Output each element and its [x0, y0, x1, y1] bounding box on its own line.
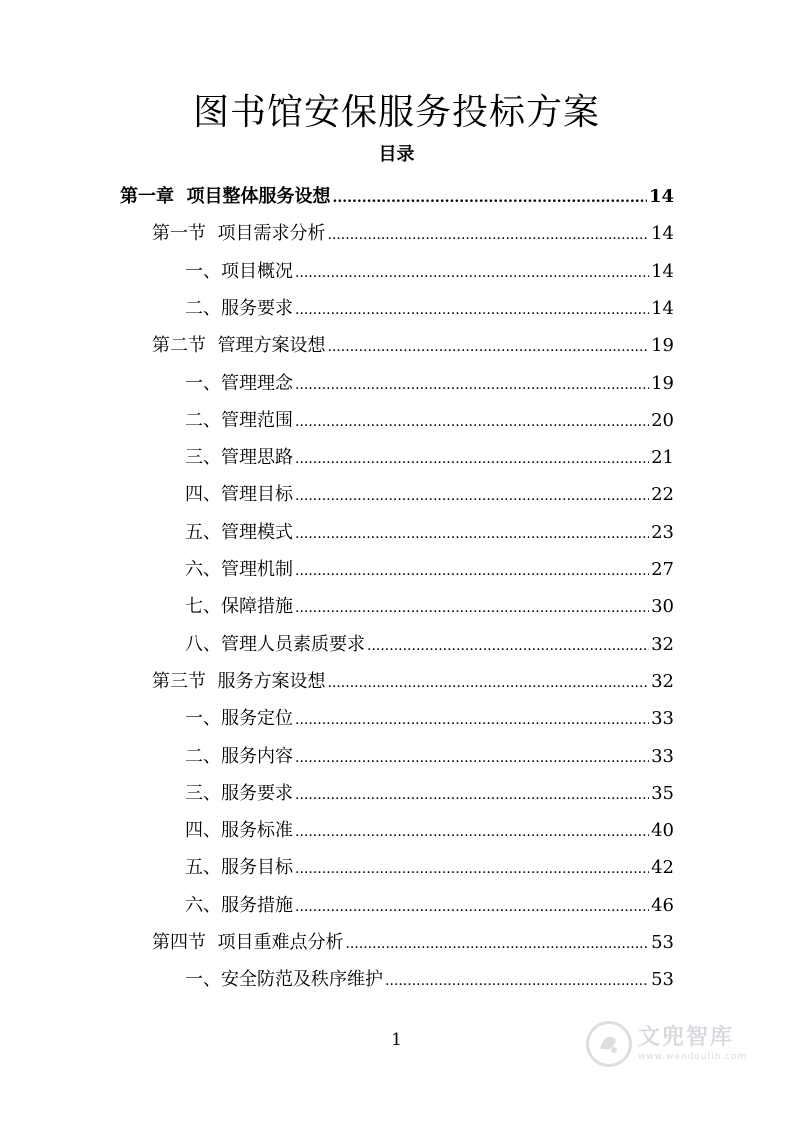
toc-entry[interactable]: [152, 926, 674, 960]
toc-entry-page: 53: [651, 932, 674, 953]
toc-entry-label: 一、服务定位: [185, 708, 293, 730]
toc-entry[interactable]: [185, 255, 674, 289]
toc-entry[interactable]: [185, 851, 674, 885]
toc-entry[interactable]: [120, 180, 674, 214]
toc-entry-page: 33: [651, 745, 674, 767]
watermark: [586, 1014, 766, 1074]
toc-entry-page: 30: [651, 596, 674, 618]
toc-entry-page: 35: [651, 782, 674, 804]
toc-entry[interactable]: [185, 553, 674, 587]
toc-entry-page: 40: [651, 820, 674, 842]
document-title: 图书馆安保服务投标方案: [192, 92, 600, 133]
toc-leader-dots: [295, 890, 649, 924]
toc-entry-page: 46: [651, 894, 674, 916]
toc-heading: 目录: [378, 144, 415, 165]
toc-entry-page: 32: [651, 633, 674, 655]
toc-entry-page: 14: [651, 297, 674, 319]
toc-entry-label: 三、服务要求: [185, 782, 293, 804]
toc-entry[interactable]: [185, 367, 674, 401]
toc-leader-dots: [345, 927, 649, 961]
toc-leader-dots: [295, 815, 649, 849]
toc-leader-dots: [295, 479, 649, 513]
toc-leader-dots: [295, 517, 649, 551]
toc-entry[interactable]: [185, 963, 674, 997]
toc-entry[interactable]: [185, 590, 674, 624]
toc-entry-label: 一、安全防范及秩序维护: [185, 969, 383, 991]
toc-entry-label: 三、管理思路: [185, 447, 293, 469]
toc-entry-page: 23: [651, 521, 674, 543]
toc-entry-label: 二、管理范围: [185, 409, 293, 431]
toc-entry[interactable]: [152, 217, 674, 251]
toc-entry-label: 五、管理模式: [185, 521, 293, 543]
toc-entry-label: 七、保障措施: [185, 596, 293, 618]
toc-leader-dots: [295, 368, 649, 402]
toc-entry-label: 第四节 项目重难点分析: [152, 932, 344, 953]
toc-entry-page: 21: [651, 447, 674, 469]
toc-leader-dots: [295, 591, 649, 625]
toc-leader-dots: [295, 293, 649, 327]
toc-leader-dots: [333, 181, 647, 215]
toc-entry-page: 22: [651, 484, 674, 506]
toc-entry[interactable]: [152, 665, 674, 699]
toc-entry[interactable]: [185, 777, 674, 811]
toc-entry-page: 20: [651, 409, 674, 431]
toc-entry-label: 六、服务措施: [185, 894, 293, 916]
toc-entry[interactable]: [185, 478, 674, 512]
toc-leader-dots: [385, 964, 649, 998]
toc-leader-dots: [327, 218, 649, 252]
toc-entry[interactable]: [152, 329, 674, 363]
toc-leader-dots: [367, 629, 649, 663]
toc-entry[interactable]: [185, 889, 674, 923]
toc-entry-label: 一、项目概况: [185, 260, 293, 282]
toc-leader-dots: [295, 852, 649, 886]
toc-leader-dots: [295, 703, 649, 737]
toc-entry[interactable]: [185, 404, 674, 438]
toc-entry-page: 42: [651, 857, 674, 879]
watermark-name: 文兜智库: [638, 1025, 735, 1050]
toc-entry-label: 第三节 服务方案设想: [152, 670, 326, 692]
toc-entry-page: 32: [651, 670, 674, 692]
toc-entry-page: 33: [651, 708, 674, 730]
watermark-url: www.wendoulib.com: [638, 1052, 748, 1062]
toc-entry-label: 五、服务目标: [185, 857, 293, 879]
toc-leader-dots: [295, 405, 649, 439]
toc-entry-label: 四、服务标准: [185, 820, 293, 842]
toc-entry-page: 27: [651, 559, 674, 580]
toc-entry-page: 19: [651, 335, 674, 357]
toc-entry-label: 二、服务要求: [185, 297, 293, 319]
toc-leader-dots: [295, 778, 649, 812]
toc-leader-dots: [327, 330, 649, 364]
toc-entry[interactable]: [185, 702, 674, 736]
toc-entry-label: 第二节 管理方案设想: [152, 335, 326, 357]
toc-entry[interactable]: [185, 441, 674, 475]
toc-leader-dots: [295, 256, 649, 290]
wendou-logo-icon: [586, 1021, 632, 1067]
toc-entry-page: 53: [651, 969, 674, 991]
toc-entry-page: 14: [648, 186, 674, 207]
toc-entry-label: 第一章 项目整体服务设想: [120, 186, 331, 207]
page-number: 1: [391, 1030, 402, 1050]
toc-entry-label: 一、管理理念: [185, 372, 293, 394]
toc-entry-page: 19: [651, 372, 674, 394]
toc-entry-label: 第一节 项目需求分析: [152, 223, 326, 245]
toc-leader-dots: [327, 666, 649, 700]
toc-leader-dots: [295, 554, 649, 588]
toc-entry[interactable]: [185, 516, 674, 550]
toc-entry-label: 四、管理目标: [185, 484, 293, 506]
watermark-text: [638, 1025, 747, 1063]
toc-entry-label: 二、服务内容: [185, 745, 293, 767]
toc-entry[interactable]: [185, 628, 674, 662]
toc-leader-dots: [295, 741, 649, 775]
toc-entry[interactable]: [185, 292, 674, 326]
toc-entry-page: 14: [651, 223, 674, 245]
toc-entry[interactable]: [185, 740, 674, 774]
toc-entry-label: 八、管理人员素质要求: [185, 633, 365, 655]
toc-entry-label: 六、管理机制: [185, 559, 293, 580]
toc-entry[interactable]: [185, 814, 674, 848]
toc-leader-dots: [295, 442, 649, 476]
toc-entry-page: 14: [651, 260, 674, 282]
